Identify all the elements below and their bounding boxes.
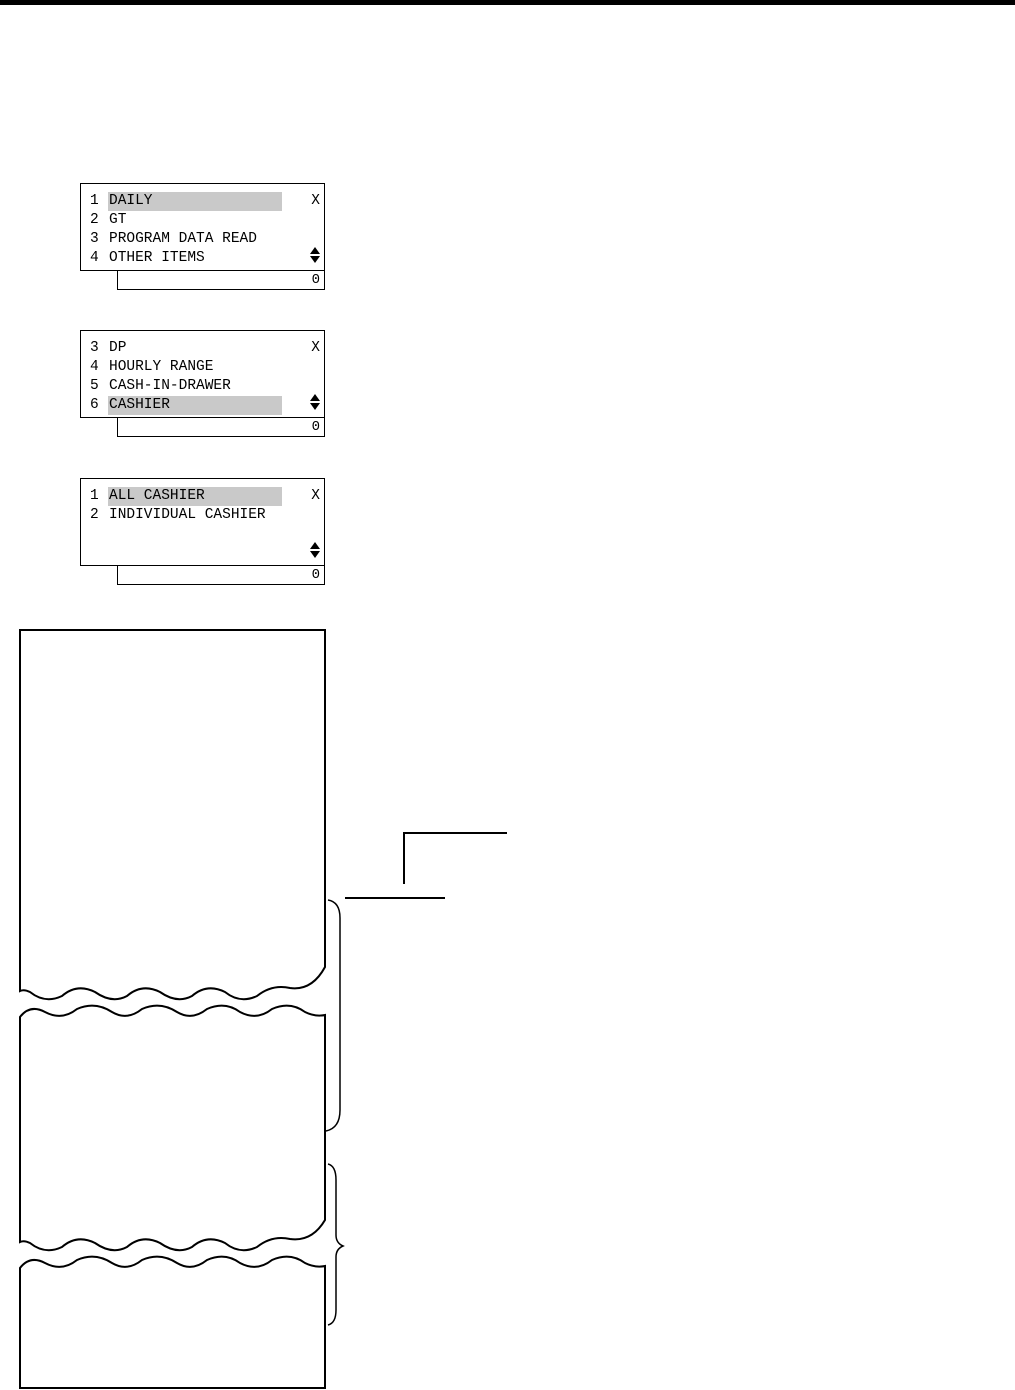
- entry-counter: 0: [311, 567, 320, 583]
- receipt-section-bottom: [20, 1257, 325, 1388]
- scroll-up-down-icon[interactable]: [310, 394, 320, 410]
- menu-row-label: CASH-IN-DRAWER: [109, 378, 231, 394]
- menu-row-number: 6: [90, 397, 99, 413]
- menu-row-number: 2: [90, 507, 99, 523]
- top-rule: [0, 0, 1015, 5]
- callout-line: [403, 832, 507, 834]
- callout-line: [403, 832, 405, 884]
- lcd-entry-line: [117, 271, 325, 290]
- menu-row[interactable]: [90, 358, 214, 377]
- menu-row-label-selected: CASHIER: [108, 396, 282, 415]
- menu-row-number: 3: [90, 231, 99, 247]
- menu-row-label: GT: [109, 212, 127, 228]
- menu-row[interactable]: [90, 487, 282, 506]
- menu-row-number: 2: [90, 212, 99, 228]
- menu-row-number: 4: [90, 359, 99, 375]
- menu-row-label: OTHER ITEMS: [109, 250, 205, 266]
- menu-row[interactable]: [90, 211, 127, 230]
- menu-row-label: PROGRAM DATA READ: [109, 231, 257, 247]
- menu-row[interactable]: [90, 396, 282, 415]
- menu-row-label-selected: ALL CASHIER: [108, 487, 282, 506]
- scroll-up-down-icon[interactable]: [310, 542, 320, 558]
- menu-row-number: 3: [90, 340, 99, 356]
- lcd-screen-daily-menu: [80, 183, 325, 271]
- menu-row-label: HOURLY RANGE: [109, 359, 214, 375]
- menu-row-label-selected: DAILY: [108, 192, 282, 211]
- menu-row-label: INDIVIDUAL CASHIER: [109, 507, 266, 523]
- receipt-section-middle: [20, 1006, 325, 1251]
- lcd-screen-report-menu: [80, 330, 325, 418]
- menu-row-number: 1: [90, 488, 99, 504]
- scroll-up-down-icon[interactable]: [310, 247, 320, 263]
- menu-row-label: DP: [109, 340, 127, 356]
- mode-indicator: X: [311, 488, 320, 504]
- menu-row[interactable]: [90, 249, 206, 268]
- entry-counter: 0: [311, 272, 320, 288]
- entry-counter: 0: [311, 419, 320, 435]
- menu-row-number: 4: [90, 250, 99, 266]
- receipt-section-top: [20, 630, 325, 999]
- callout-line: [345, 897, 445, 899]
- menu-row-number: 1: [90, 193, 99, 209]
- lcd-entry-line: [117, 566, 325, 585]
- mode-indicator: X: [311, 193, 320, 209]
- bracket-brace: [326, 900, 340, 1131]
- mode-indicator: X: [311, 340, 320, 356]
- menu-row[interactable]: [90, 506, 267, 525]
- bracket-brace: [328, 1164, 343, 1325]
- menu-row-number: 5: [90, 378, 99, 394]
- menu-row[interactable]: [90, 192, 282, 211]
- receipt-printout: [0, 620, 360, 1390]
- lcd-entry-line: [117, 418, 325, 437]
- menu-row[interactable]: [90, 339, 127, 358]
- menu-row[interactable]: [90, 377, 232, 396]
- lcd-screen-cashier-menu: [80, 478, 325, 566]
- menu-row[interactable]: [90, 230, 258, 249]
